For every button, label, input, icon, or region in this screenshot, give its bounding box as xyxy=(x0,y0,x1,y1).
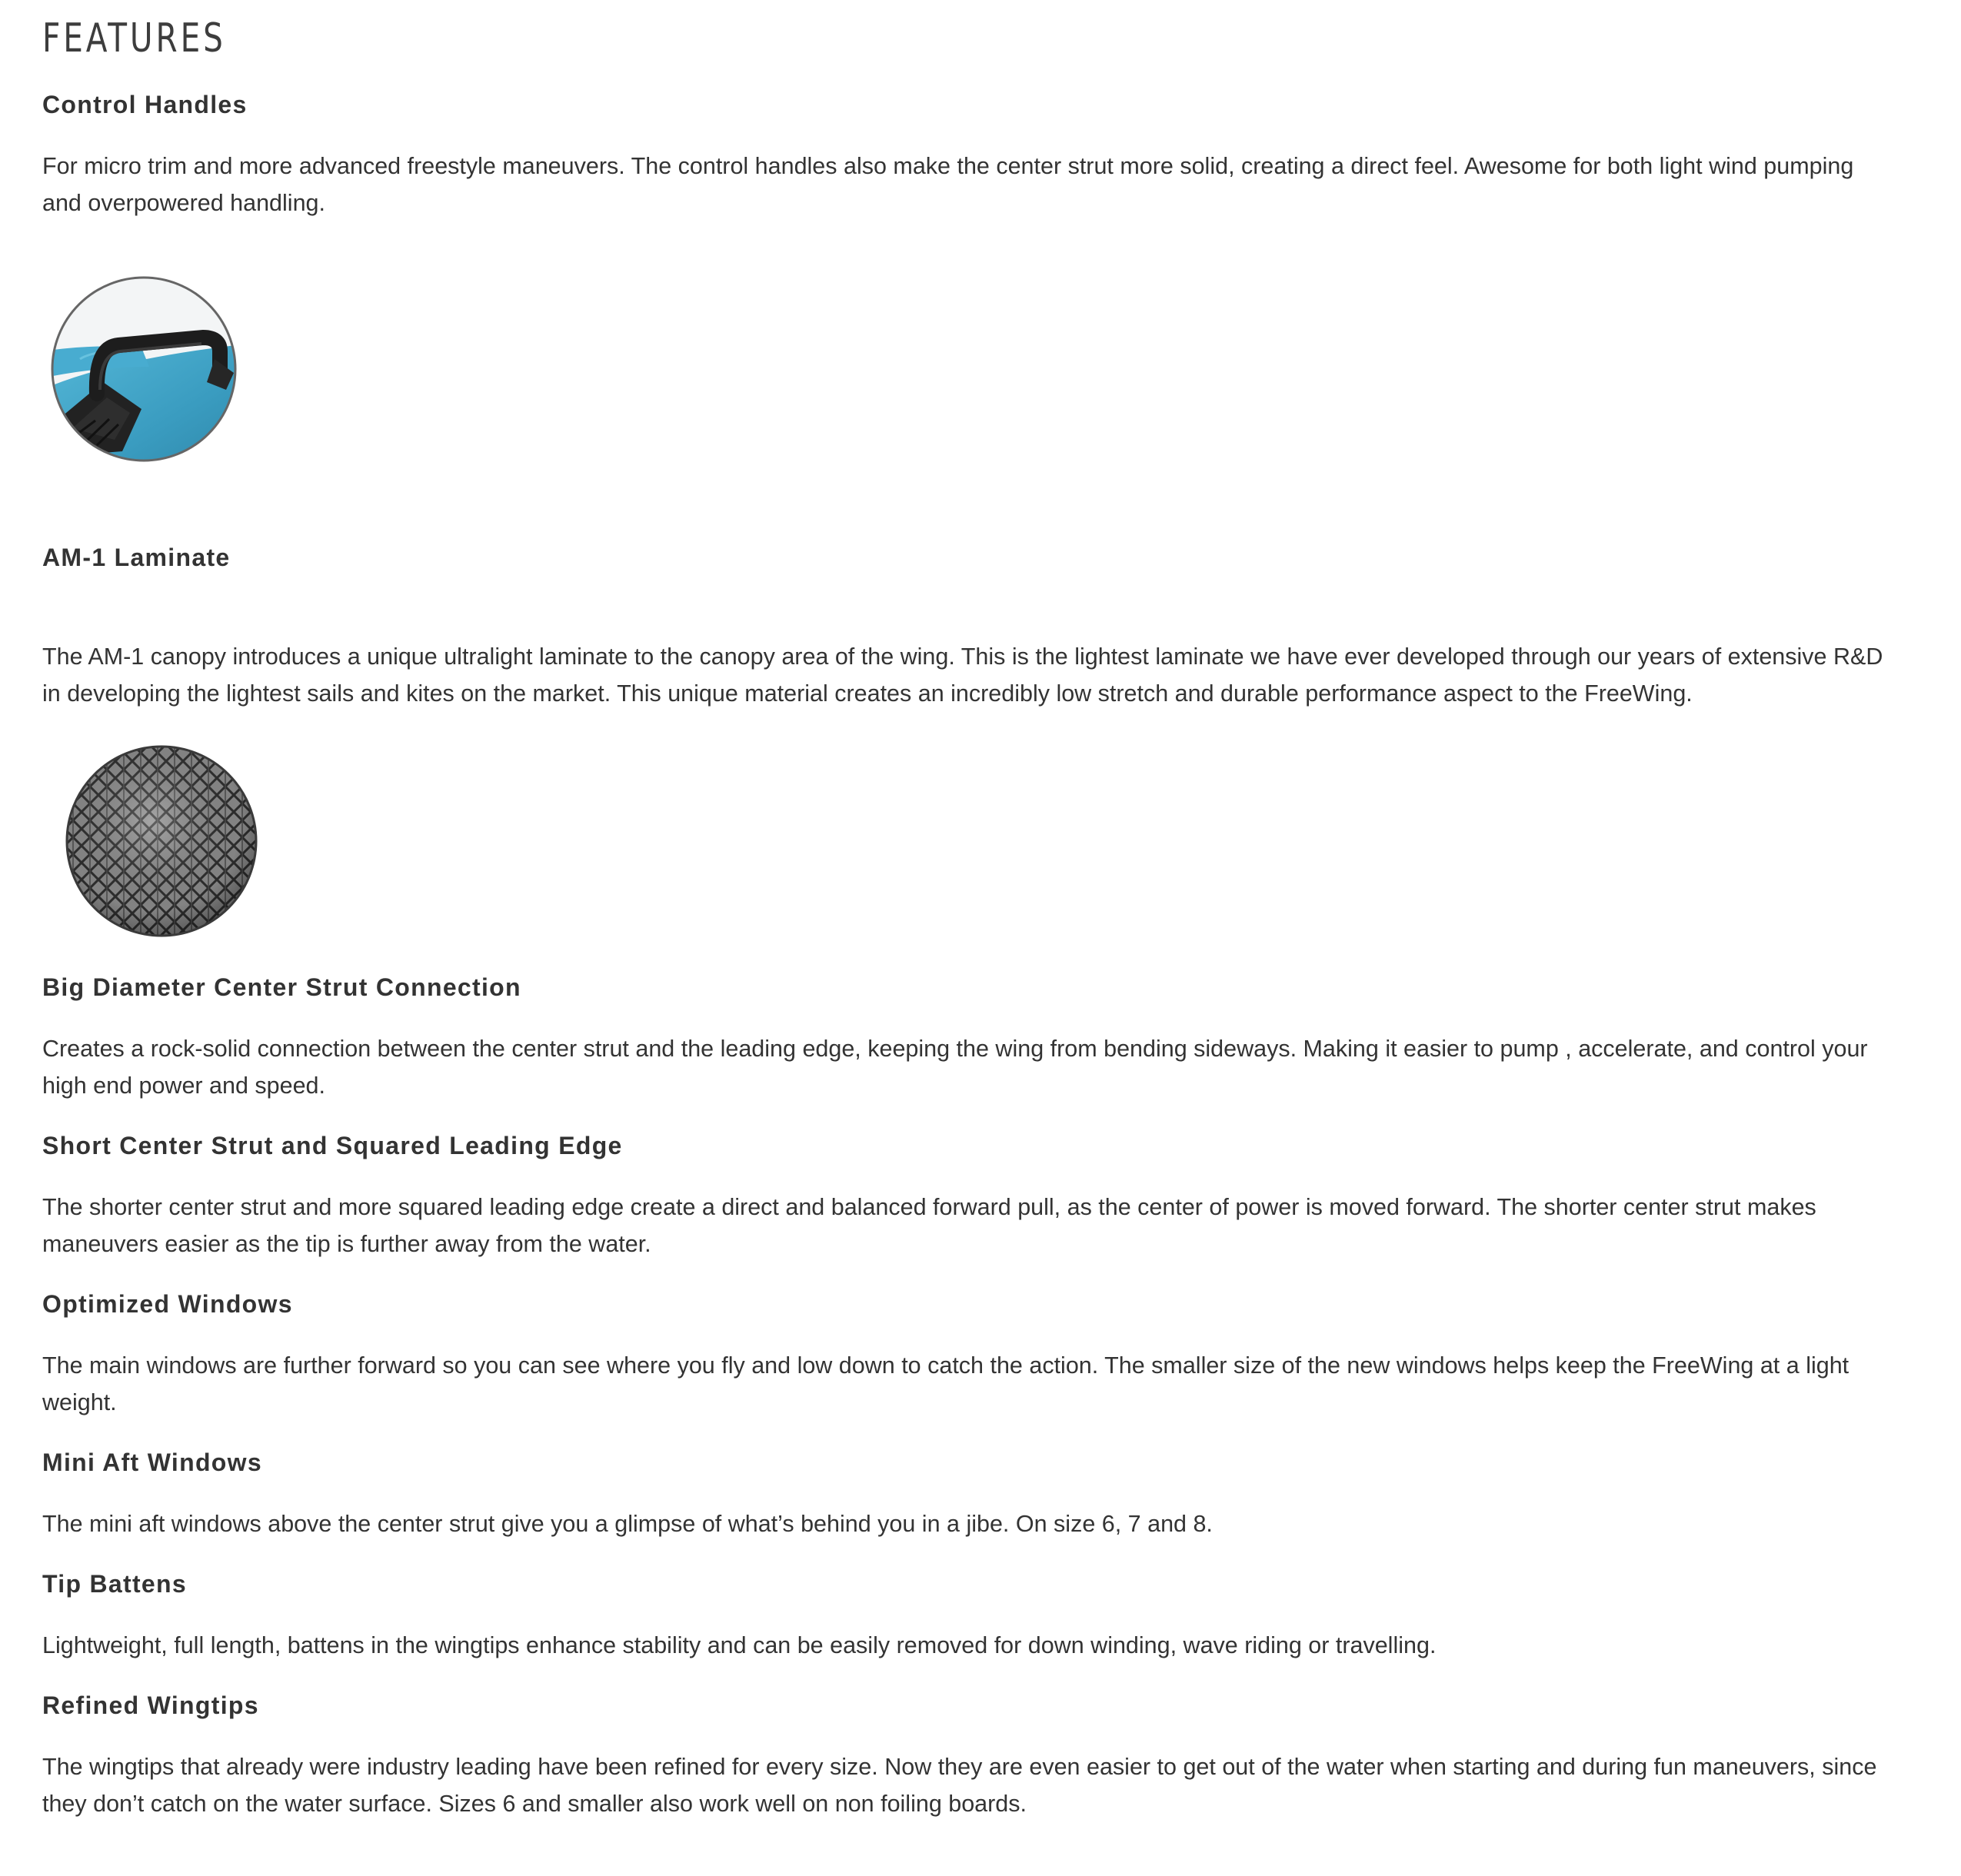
feature-text-short-center-strut: The shorter center strut and more squared leading edge create a direct and balanced forward pull, as the center of power is moved forward. The shorter center strut makes maneuvers easier as the tip is further away from the water. xyxy=(42,1194,1816,1257)
feature-heading-mini-aft-windows: Mini Aft Windows xyxy=(42,1449,262,1476)
feature-text-optimized-windows: The main windows are further forward so you can see where you fly and low down to catch the action. The smaller size of the new windows helps keep the FreeWing at a light weight. xyxy=(42,1352,1849,1415)
feature-text-control-handles: For micro trim and more advanced freestyle maneuvers. The control handles also make the center strut more solid, creating a direct feel. Awesome for both light wind pumping and overpowered handling. xyxy=(42,153,1854,216)
feature-heading-am1-laminate: AM-1 Laminate xyxy=(42,544,231,571)
feature-text-am1-laminate: The AM-1 canopy introduces a unique ultralight laminate to the canopy area of the wing. This is the lightest laminate we have ever developed through our years of extensive R&D in developing the lightest sails and kites on the market. This unique material creates an incredibly low stretch and durable performance aspect to the FreeWing. xyxy=(42,644,1883,707)
feature-text-center-strut-connection: Creates a rock-solid connection between the center strut and the leading edge, keeping the wing from bending sideways. Making it easier to pump , accelerate, and control your high end power and speed. xyxy=(42,1036,1868,1099)
feature-heading-short-center-strut: Short Center Strut and Squared Leading Edge xyxy=(42,1132,623,1159)
control-handle-photo xyxy=(49,274,238,464)
feature-heading-control-handles: Control Handles xyxy=(42,91,248,118)
laminate-texture-photo xyxy=(65,744,258,938)
feature-text-tip-battens: Lightweight, full length, battens in the wingtips enhance stability and can be easily removed for down winding, wave riding or travelling. xyxy=(42,1632,1437,1658)
feature-heading-refined-wingtips: Refined Wingtips xyxy=(42,1691,259,1719)
feature-heading-optimized-windows: Optimized Windows xyxy=(42,1290,293,1318)
page-title: FEATURES xyxy=(42,15,226,62)
feature-text-refined-wingtips: The wingtips that already were industry leading have been refined for every size. Now they are even easier to get out of the water when starting and during fun maneuvers, since they don’t catch on the water surface. Sizes 6 and smaller also work well on non foiling boards. xyxy=(42,1754,1877,1817)
feature-heading-tip-battens: Tip Battens xyxy=(42,1570,187,1598)
feature-text-mini-aft-windows: The mini aft windows above the center strut give you a glimpse of what’s behind you in a jibe. On size 6, 7 and 8. xyxy=(42,1511,1213,1537)
feature-heading-center-strut-connection: Big Diameter Center Strut Connection xyxy=(42,973,521,1001)
